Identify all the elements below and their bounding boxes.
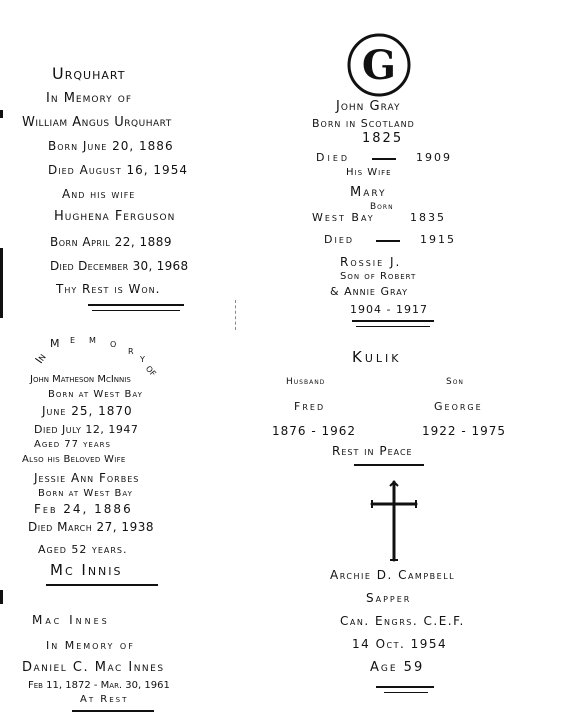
urquhart-rule (88, 304, 184, 306)
campbell-date: 14 Oct. 1954 (352, 637, 448, 651)
gray-child-name: Rossie J. (340, 255, 402, 269)
arc-letter: r (128, 344, 134, 357)
kulik-label-son: Son (446, 377, 464, 387)
gray-child-parent2: & Annie Gray (330, 285, 408, 298)
gray-wife-died-label: Died (324, 233, 355, 246)
urquhart-died1: Died August 16, 1954 (48, 163, 188, 177)
campbell-age: Age 59 (370, 660, 425, 675)
macinnes-rule (72, 710, 154, 712)
kulik-label-husband: Husband (286, 377, 326, 387)
gray-dash (372, 158, 396, 160)
arc-letter: In (32, 350, 49, 367)
gray-child-years: 1904 - 1917 (350, 303, 428, 316)
urquhart-conjunction: And his wife (62, 187, 136, 201)
arc-letter: m (89, 333, 96, 346)
mcinnis-surname: Mc Innis (50, 561, 123, 579)
gray-born-place: Born in Scotland (312, 117, 415, 130)
column-divider (235, 300, 236, 330)
urquhart-name1: William Angus Urquhart (22, 115, 172, 130)
gray-wife-born-place: West Bay (312, 211, 375, 224)
gray-rule (352, 320, 434, 322)
urquhart-born2: Born April 22, 1889 (50, 235, 173, 249)
campbell-name: Archie D. Campbell (330, 568, 456, 582)
emblem-letter: G (361, 42, 397, 89)
urquhart-rule (92, 310, 180, 311)
kulik-name-fred: Fred (294, 400, 326, 413)
left-edge-mark (0, 248, 3, 318)
mcinnis-died1: Died July 12, 1947 (34, 423, 139, 436)
urquhart-surname: Urquhart (52, 64, 126, 83)
gray-rule (356, 326, 430, 327)
mcinnis-born-at1: Born at West Bay (48, 389, 143, 400)
macinnes-surname: Mac Innes (32, 613, 110, 627)
gothic-g-emblem-icon (346, 32, 412, 98)
mcinnis-born-date2: Feb 24, 1886 (34, 502, 133, 516)
urquhart-name2: Hughena Ferguson (54, 209, 176, 224)
arc-letter: o (110, 337, 117, 350)
mcinnis-name2: Jessie Ann Forbes (34, 471, 140, 485)
gray-wife-died-year: 1915 (420, 233, 456, 246)
mcinnis-aged1: Aged 77 years (34, 439, 111, 450)
gray-born-year: 1825 (362, 131, 404, 146)
urquhart-epitaph: Thy Rest is Won. (56, 282, 161, 296)
left-edge-mark (0, 590, 3, 604)
mcinnis-conjunction: Also his Beloved Wife (22, 454, 126, 465)
arc-letter: e (70, 333, 76, 346)
urquhart-line1: In Memory of (46, 91, 133, 106)
mcinnis-name1: John Matheson McInnis (30, 374, 131, 385)
gray-died-year: 1909 (416, 151, 452, 164)
macinnes-line1: In Memory of (46, 639, 135, 652)
mcinnis-born-at2: Born at West Bay (38, 488, 133, 499)
gray-wife-born-label: Born (370, 202, 394, 212)
macinnes-epitaph: At Rest (80, 694, 129, 705)
arc-letter: M (50, 337, 60, 350)
campbell-unit: Can. Engrs. C.E.F. (340, 614, 465, 628)
mcinnis-born-date1: June 25, 1870 (42, 404, 133, 418)
gray-name: John Gray (336, 99, 401, 114)
macinnes-dates: Feb 11, 1872 - Mar. 30, 1961 (28, 680, 170, 691)
arc-letter: y (140, 352, 145, 365)
mcinnis-died2: Died March 27, 1938 (28, 520, 154, 534)
kulik-rule (354, 464, 424, 466)
gray-wife-born-year: 1835 (410, 211, 446, 224)
mcinnis-aged2: Aged 52 years. (38, 543, 128, 556)
kulik-years-george: 1922 - 1975 (422, 424, 507, 438)
mcinnis-rule (46, 584, 158, 586)
kulik-epitaph: Rest in Peace (332, 444, 413, 458)
gray-died-label: Died (316, 151, 351, 164)
left-edge-mark (0, 110, 3, 118)
arc-letter: of (142, 362, 160, 379)
campbell-rule (384, 692, 428, 693)
urquhart-died2: Died December 30, 1968 (50, 259, 189, 273)
gray-wife: Mary (350, 185, 387, 200)
cross-icon (370, 480, 418, 562)
campbell-rank: Sapper (366, 591, 412, 605)
gray-conjunction: His Wife (346, 167, 392, 178)
kulik-years-fred: 1876 - 1962 (272, 424, 357, 438)
macinnes-name: Daniel C. Mac Innes (22, 660, 165, 675)
gray-wife-dash (376, 240, 400, 242)
kulik-surname: Kulik (352, 348, 402, 366)
campbell-rule (376, 686, 434, 688)
gray-child-parent1: Son of Robert (340, 271, 417, 282)
kulik-name-george: George (434, 400, 483, 413)
urquhart-born1: Born June 20, 1886 (48, 139, 174, 153)
